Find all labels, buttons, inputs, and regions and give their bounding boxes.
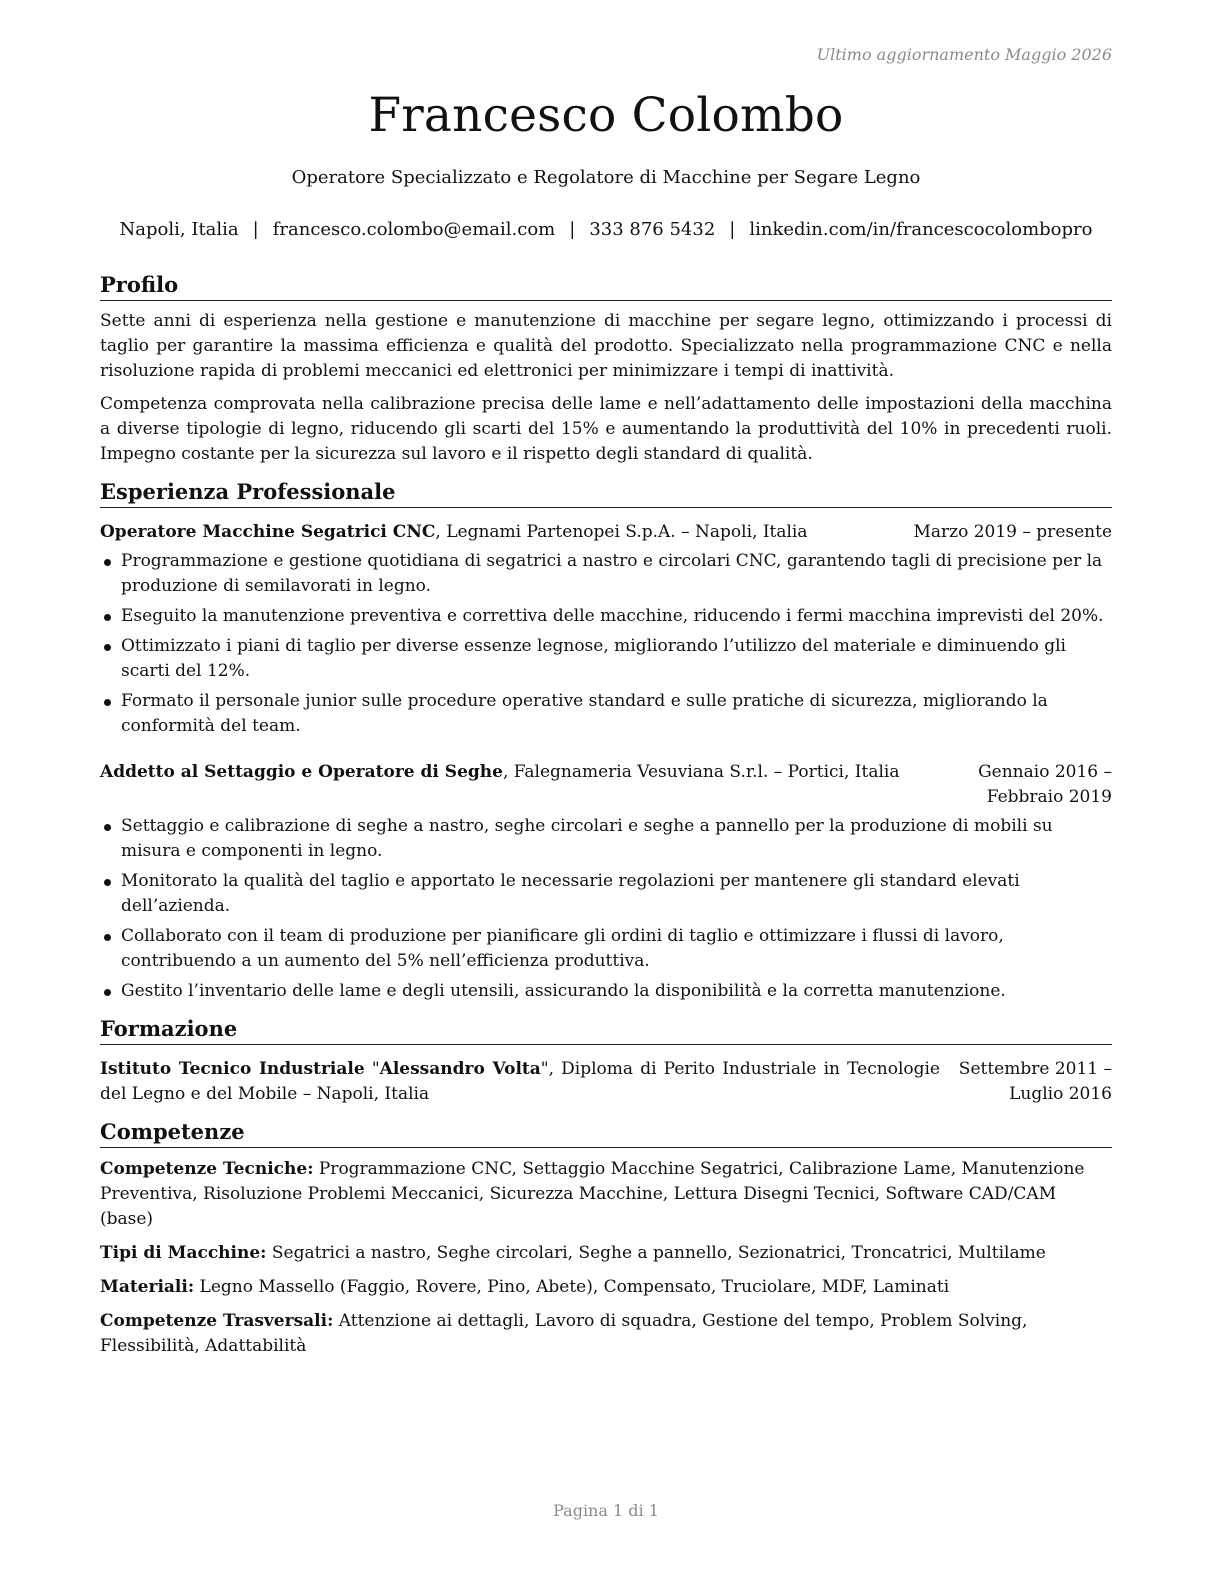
list-item: Settaggio e calibrazione di seghe a nastro, seghe circolari e seghe a pannello per la produzione di mobili su misura e componenti in legno.: [100, 814, 1112, 864]
skill-group: [100, 1241, 1112, 1266]
contact-phone[interactable]: 333 876 5432: [589, 219, 716, 240]
job-dates: Marzo 2019 – presente: [913, 522, 1112, 542]
job-title: Operatore Specializzato e Regolatore di Macchine per Segare Legno: [291, 167, 921, 188]
list-item: Collaborato con il team di produzione per pianificare gli ordini di taglio e ottimizzare i flussi di lavoro, contribuendo a un aumento del 5% nell’efficienza produttiva.: [100, 924, 1112, 974]
skill-text: Programmazione CNC, Settaggio Macchine Segatrici, Calibrazione Lame, Manutenzione Preventiva, Risoluzione Problemi Meccanici, Sicurezza Macchine, Lettura Disegni Tecnici, Software CAD/CAM (base): [100, 1159, 1085, 1229]
contact-separator: |: [252, 219, 259, 240]
job-entry: [100, 760, 1112, 1004]
profile-paragraph: Competenza comprovata nella calibrazione precisa delle lame e nell’adattamento delle impostazioni della macchina a diverse tipologie di legno, riducendo gli scarti del 15% e aumentando la produttività del 10% in precedenti ruoli. Impegno costante per la sicurezza sul lavoro e il rispetto degli standard di qualità.: [100, 394, 1112, 464]
skill-text: Legno Massello (Faggio, Rovere, Pino, Abete), Compensato, Truciolare, MDF, Laminati: [194, 1277, 950, 1297]
last-updated: Ultimo aggiornamento Maggio 2026: [816, 45, 1112, 64]
profile-section: [100, 270, 1112, 467]
job-header: [100, 520, 1112, 545]
section-heading-skills: Competenze: [100, 1117, 1112, 1148]
skill-text: Segatrici a nastro, Seghe circolari, Seghe a pannello, Sezionatrici, Troncatrici, Multilame: [266, 1243, 1046, 1263]
education-dates: Settembre 2011 – Luglio 2016: [958, 1059, 1112, 1104]
job-company: , Falegnameria Vesuviana S.r.l. – Portici, Italia: [502, 762, 900, 782]
job-role: Operatore Macchine Segatrici CNC: [100, 522, 436, 542]
section-heading-experience: Esperienza Professionale: [100, 477, 1112, 508]
skill-group: [100, 1275, 1112, 1300]
job-dates: Gennaio 2016 – Febbraio 2019: [978, 762, 1112, 807]
experience-section: [100, 477, 1112, 1004]
job-entry: [100, 520, 1112, 739]
school-quote: ": [364, 1059, 380, 1079]
section-heading-education: Formazione: [100, 1014, 1112, 1045]
list-item: Formato il personale junior sulle procedure operative standard e sulle pratiche di sicurezza, migliorando la conformità del team.: [100, 689, 1112, 739]
list-item: Ottimizzato i piani di taglio per diverse essenze legnose, migliorando l’utilizzo del materiale e diminuendo gli scarti del 12%.: [100, 634, 1112, 684]
contact-email[interactable]: francesco.colombo@email.com: [272, 219, 556, 240]
job-bullets: [100, 814, 1112, 1004]
skill-label: Competenze Trasversali:: [100, 1311, 334, 1331]
contact-city: Napoli, Italia: [119, 219, 239, 240]
skills-section: [100, 1117, 1112, 1359]
contact-line: [100, 219, 1112, 240]
list-item: Eseguito la manutenzione preventiva e correttiva delle macchine, riducendo i fermi macchina imprevisti del 20%.: [100, 604, 1112, 629]
contact-separator: |: [729, 219, 736, 240]
skill-group: [100, 1309, 1112, 1359]
skill-label: Tipi di Macchine:: [100, 1243, 267, 1263]
list-item: Gestito l’inventario delle lame e degli utensili, assicurando la disponibilità e la corretta manutenzione.: [100, 979, 1112, 1004]
skill-text: Attenzione ai dettagli, Lavoro di squadra, Gestione del tempo, Problem Solving, Flessibilità, Adattabilità: [100, 1311, 1028, 1356]
skill-group: [100, 1157, 1112, 1232]
list-item: Programmazione e gestione quotidiana di segatrici a nastro e circolari CNC, garantendo tagli di precisione per la produzione di semilavorati in legno.: [100, 549, 1112, 599]
profile-paragraph: Sette anni di esperienza nella gestione e manutenzione di macchine per segare legno, ottimizzando i processi di taglio per garantire la massima efficienza e qualità del prodotto. Specializzato nella programmazione CNC e nella risoluzione rapida di problemi meccanici ed elettronici per minimizzare i tempi di inattività.: [100, 311, 1112, 381]
job-bullets: [100, 549, 1112, 739]
page-number: Pagina 1 di 1: [553, 1501, 659, 1520]
education-entry: [100, 1057, 1112, 1107]
job-company: , Legnami Partenopei S.p.A. – Napoli, Italia: [435, 522, 808, 542]
resume-content: [100, 270, 1112, 1369]
list-item: Monitorato la qualità del taglio e apportato le necessarie regolazioni per mantenere gli standard elevati dell’azienda.: [100, 869, 1112, 919]
skill-label: Competenze Tecniche:: [100, 1159, 314, 1179]
resume-page: [100, 0, 1112, 1584]
education-section: [100, 1014, 1112, 1107]
skill-label: Materiali:: [100, 1277, 195, 1297]
job-role: Addetto al Settaggio e Operatore di Seghe: [100, 762, 503, 782]
school-name: Istituto Tecnico Industriale: [100, 1059, 365, 1079]
contact-linkedin[interactable]: linkedin.com/in/francescocolombopro: [749, 219, 1093, 240]
contact-separator: |: [569, 219, 576, 240]
degree-description: ", Diploma di Perito Industriale in Tecnologie del Legno e del Mobile – Napoli, Italia: [100, 1059, 940, 1104]
section-heading-profile: Profilo: [100, 270, 1112, 301]
school-title: Alessandro Volta: [379, 1059, 541, 1079]
job-header: [100, 760, 1112, 810]
candidate-name: Francesco Colombo: [368, 88, 844, 143]
